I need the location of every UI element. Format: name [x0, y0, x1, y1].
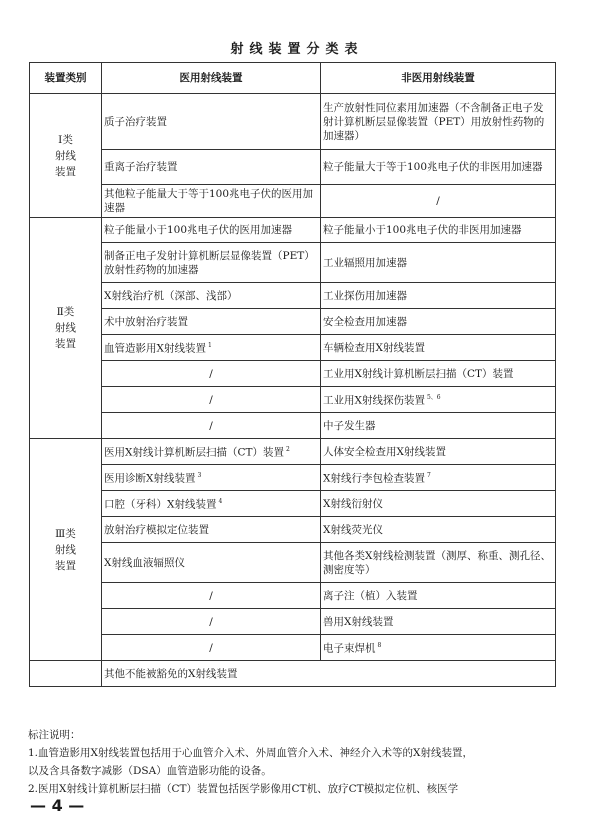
table-row — [30, 185, 556, 218]
table-title: 射线装置分类表 — [230, 42, 364, 57]
table-row — [30, 661, 556, 687]
medical-cell: / — [102, 583, 321, 609]
category-class-2: Ⅱ类 射线 装置 — [30, 218, 102, 439]
note-line: 2.医用X射线计算机断层扫描（CT）装置包括医学影像用CT机、放疗CT模拟定位机、核医学 — [28, 783, 459, 795]
medical-cell: 粒子能量小于100兆电子伏的医用加速器 — [102, 218, 321, 243]
nonmedical-cell: 车辆检查用X射线装置 — [321, 335, 556, 361]
table-row — [30, 243, 556, 283]
nonmedical-cell: X射线衍射仪 — [321, 491, 556, 517]
medical-cell: / — [102, 413, 321, 439]
medical-cell: 重离子治疗装置 — [102, 150, 321, 185]
nonmedical-cell: 工业用X射线探伤装置 $^{5、6}$ — [321, 387, 556, 413]
medical-cell: 血管造影用X射线装置 $^1$ — [102, 335, 321, 361]
table-row — [30, 635, 556, 661]
table-row — [30, 439, 556, 465]
header-nonmedical: 非医用射线装置 — [321, 63, 556, 94]
nonmedical-cell: 粒子能量小于100兆电子伏的非医用加速器 — [321, 218, 556, 243]
nonmedical-cell: X射线行李包检查装置 $^7$ — [321, 465, 556, 491]
table-row — [30, 583, 556, 609]
table-row — [30, 309, 556, 335]
table-row — [30, 609, 556, 635]
category-class-3: Ⅲ类 射线 装置 — [30, 439, 102, 661]
nonmedical-cell: / — [321, 185, 556, 218]
table-row — [30, 283, 556, 309]
nonmedical-cell: 工业用X射线计算机断层扫描（CT）装置 — [321, 361, 556, 387]
medical-cell: 其他粒子能量大于等于100兆电子伏的医用加速器 — [102, 185, 321, 218]
table-row — [30, 150, 556, 185]
footnote-marker: 7 — [426, 472, 431, 480]
medical-cell: 医用X射线计算机断层扫描（CT）装置 $^2$ — [102, 439, 321, 465]
nonmedical-cell: 人体安全检查用X射线装置 — [321, 439, 556, 465]
medical-cell: 术中放射治疗装置 — [102, 309, 321, 335]
medical-cell: / — [102, 609, 321, 635]
category-blank-cell — [30, 661, 102, 687]
footnote-marker: 5、6 — [426, 394, 441, 402]
footnote-marker: 4 — [218, 498, 223, 506]
medical-cell: 制备正电子发射计算机断层显像装置（PET）放射性药物的加速器 — [102, 243, 321, 283]
footnote-marker: 8 — [377, 642, 382, 650]
nonmedical-cell: 离子注（植）入装置 — [321, 583, 556, 609]
nonmedical-cell: 粒子能量大于等于100兆电子伏的非医用加速器 — [321, 150, 556, 185]
table-row — [30, 465, 556, 491]
footnotes — [28, 726, 568, 798]
nonmedical-cell: 兽用X射线装置 — [321, 609, 556, 635]
table-row — [30, 361, 556, 387]
note-line: 1.血管造影用X射线装置包括用于心血管介入术、外周血管介入术、神经介入术等的X射线装置， — [28, 747, 473, 759]
nonmedical-cell: 中子发生器 — [321, 413, 556, 439]
category-class-1: Ⅰ类 射线 装置 — [30, 94, 102, 218]
table-row — [30, 218, 556, 243]
medical-cell: 口腔（牙科）X射线装置 $^4$ — [102, 491, 321, 517]
nonmedical-cell: X射线荧光仪 — [321, 517, 556, 543]
medical-cell: / — [102, 361, 321, 387]
nonmedical-cell: 电子束焊机 $^8$ — [321, 635, 556, 661]
medical-cell: 放射治疗模拟定位装置 — [102, 517, 321, 543]
header-row — [30, 63, 556, 94]
nonmedical-cell: 工业探伤用加速器 — [321, 283, 556, 309]
footnote-marker: 3 — [197, 472, 202, 480]
table-row — [30, 94, 556, 150]
note-line: 以及含具备数字减影（DSA）血管造影功能的设备。 — [28, 765, 272, 777]
medical-cell: / — [102, 635, 321, 661]
table-row — [30, 335, 556, 361]
table-row — [30, 543, 556, 583]
header-category: 装置类别 — [30, 63, 102, 94]
page-number: — 4 — — [30, 796, 85, 815]
nonmedical-cell: 工业辐照用加速器 — [321, 243, 556, 283]
nonmedical-cell: 其他各类X射线检测装置（测厚、称重、测孔径、测密度等） — [321, 543, 556, 583]
medical-cell: X射线治疗机（深部、浅部） — [102, 283, 321, 309]
medical-cell: / — [102, 387, 321, 413]
nonmedical-cell: 安全检查用加速器 — [321, 309, 556, 335]
footnote-marker: 1 — [207, 342, 212, 350]
classification-table — [29, 62, 556, 687]
medical-cell: 质子治疗装置 — [102, 94, 321, 150]
header-medical: 医用射线装置 — [102, 63, 321, 94]
table-row — [30, 517, 556, 543]
merged-cell: 其他不能被豁免的X射线装置 — [102, 661, 556, 687]
footnote-marker: 2 — [286, 446, 290, 454]
table-row — [30, 387, 556, 413]
table-row — [30, 413, 556, 439]
table-row — [30, 491, 556, 517]
nonmedical-cell: 生产放射性同位素用加速器（不含制备正电子发射计算机断层显像装置（PET）用放射性药物的加速器） — [321, 94, 556, 150]
medical-cell: X射线血液辐照仪 — [102, 543, 321, 583]
medical-cell: 医用诊断X射线装置 $^3$ — [102, 465, 321, 491]
notes-heading: 标注说明： — [28, 729, 81, 741]
